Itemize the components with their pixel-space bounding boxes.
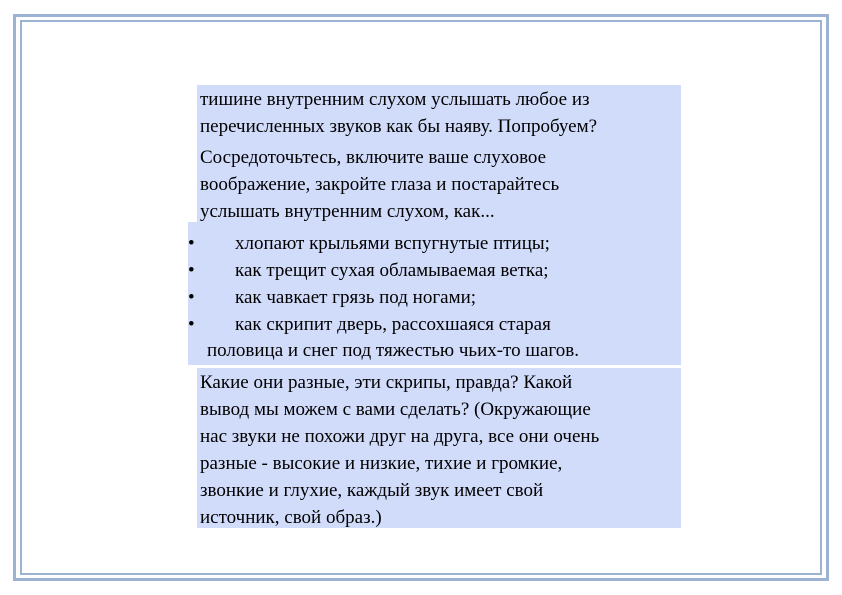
text-line: вывод мы можем с вами сделать? (Окружающие	[200, 399, 591, 420]
list-item-text: как скрипит дверь, рассохшаяся старая	[235, 314, 551, 335]
list-item-continuation: половица и снег под тяжестью чьих-то шагов.	[207, 340, 579, 361]
text-line: перечисленных звуков как бы наяву. Попробуем?	[200, 116, 598, 137]
list-item-text: как чавкает грязь под ногами;	[235, 287, 477, 308]
text-line: воображение, закройте глаза и постарайтесь	[200, 174, 560, 195]
list-item-text: как трещит сухая обламываемая ветка;	[235, 260, 549, 281]
paragraph-conclusion	[200, 369, 599, 531]
bullet-icon: •	[188, 233, 195, 254]
text-block-conclusion	[197, 368, 681, 528]
text-line: звонкие и глухие, каждый звук имеет свой	[200, 480, 544, 501]
text-line: услышать внутренним слухом, как...	[200, 201, 495, 222]
list-item-text: хлопают крыльями вспугнутые птицы;	[235, 233, 550, 254]
paragraph-intro	[200, 86, 597, 140]
bullet-icon: •	[188, 260, 195, 281]
text-line: нас звуки не похожи друг на друга, все они очень	[200, 426, 600, 447]
text-line: тишине внутренним слухом услышать любое из	[200, 89, 590, 110]
text-line: Какие они разные, эти скрипы, правда? Какой	[200, 372, 573, 393]
paragraph-instruction	[200, 144, 559, 225]
text-line: источник, свой образ.)	[200, 507, 382, 528]
bullet-icon: •	[188, 314, 195, 335]
bullet-icon: •	[188, 287, 195, 308]
text-line: разные - высокие и низкие, тихие и громкие,	[200, 453, 563, 474]
text-line: Сосредоточьтесь, включите ваше слуховое	[200, 147, 547, 168]
text-block-intro	[197, 85, 681, 226]
sounds-list	[188, 222, 681, 365]
